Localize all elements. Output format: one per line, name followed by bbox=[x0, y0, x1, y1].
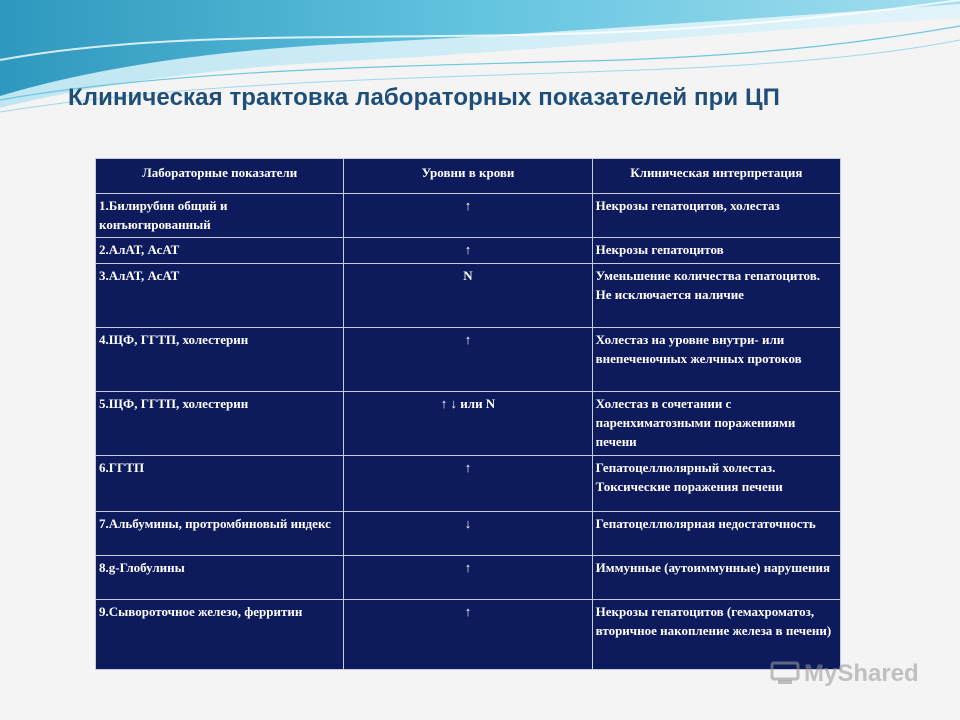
indicator-cell: 4.ЩФ, ГГТП, холестерин bbox=[96, 328, 344, 392]
table-row bbox=[96, 328, 841, 392]
interpretation-cell: Некрозы гепатоцитов bbox=[592, 238, 840, 264]
level-cell: ↓ bbox=[344, 512, 592, 556]
indicator-cell: 8.g-Глобулины bbox=[96, 556, 344, 600]
indicator-cell: 1.Билирубин общий и конъюгированный bbox=[96, 194, 344, 238]
header-indicators: Лабораторные показатели bbox=[96, 159, 344, 194]
slide-title: Клиническая трактовка лабораторных показателей при ЦП bbox=[68, 84, 780, 111]
lab-indicators-table bbox=[95, 158, 841, 670]
watermark-text: MyShared bbox=[804, 660, 919, 687]
interpretation-cell: Уменьшение количества гепатоцитов. Не исключается наличие bbox=[592, 264, 840, 328]
table-header-row bbox=[96, 159, 841, 194]
table-row bbox=[96, 456, 841, 512]
level-cell: ↑ bbox=[344, 328, 592, 392]
watermark bbox=[770, 660, 919, 688]
indicator-cell: 5.ЩФ, ГГТП, холестерин bbox=[96, 392, 344, 456]
header-levels: Уровни в крови bbox=[344, 159, 592, 194]
indicator-cell: 2.АлАТ, АсАТ bbox=[96, 238, 344, 264]
indicator-cell: 7.Альбумины, протромбиновый индекс bbox=[96, 512, 344, 556]
level-cell: ↑ bbox=[344, 194, 592, 238]
table-row bbox=[96, 512, 841, 556]
level-cell: ↑ bbox=[344, 238, 592, 264]
table-row bbox=[96, 238, 841, 264]
interpretation-cell: Гепатоцеллюлярный холестаз. Токсические поражения печени bbox=[592, 456, 840, 512]
interpretation-cell: Некрозы гепатоцитов, холестаз bbox=[592, 194, 840, 238]
level-cell: N bbox=[344, 264, 592, 328]
level-cell: ↑ ↓ или N bbox=[344, 392, 592, 456]
indicator-cell: 9.Сывороточное железо, ферритин bbox=[96, 600, 344, 670]
level-cell: ↑ bbox=[344, 556, 592, 600]
interpretation-cell: Холестаз на уровне внутри- или внепеченочных желчных протоков bbox=[592, 328, 840, 392]
interpretation-cell: Иммунные (аутоиммунные) нарушения bbox=[592, 556, 840, 600]
level-cell: ↑ bbox=[344, 600, 592, 670]
table-row bbox=[96, 264, 841, 328]
table-row bbox=[96, 600, 841, 670]
indicator-cell: 3.АлАТ, АсАТ bbox=[96, 264, 344, 328]
interpretation-cell: Гепатоцеллюлярная недостаточность bbox=[592, 512, 840, 556]
presentation-icon bbox=[770, 661, 800, 687]
interpretation-cell: Холестаз в сочетании с паренхиматозными поражениями печени bbox=[592, 392, 840, 456]
interpretation-cell: Некрозы гепатоцитов (гемахроматоз, вторичное накопление железа в печени) bbox=[592, 600, 840, 670]
table-row bbox=[96, 392, 841, 456]
header-interpretation: Клиническая интерпретация bbox=[592, 159, 840, 194]
table-row bbox=[96, 194, 841, 238]
level-cell: ↑ bbox=[344, 456, 592, 512]
table-row bbox=[96, 556, 841, 600]
indicator-cell: 6.ГГТП bbox=[96, 456, 344, 512]
